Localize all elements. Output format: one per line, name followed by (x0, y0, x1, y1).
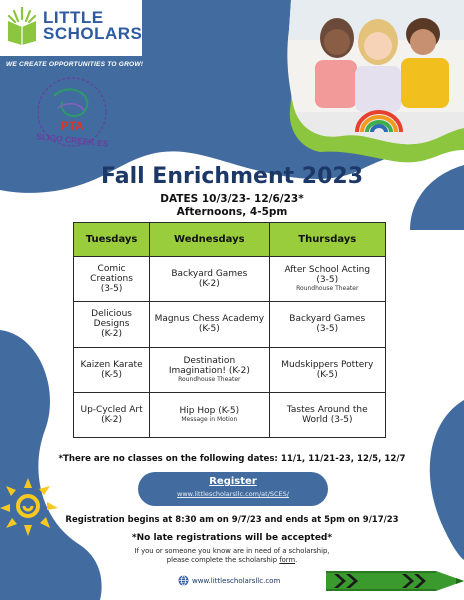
class-cell (269, 302, 385, 347)
sligo-creek-pta-logo (26, 72, 118, 164)
logo-line-1: LITTLE (43, 8, 104, 27)
class-name: Hip Hop (K-5) (179, 405, 240, 416)
table-row (74, 302, 386, 347)
class-grades: (K-2) (198, 279, 220, 290)
date-range: DATES 10/3/23- 12/6/23* (160, 193, 304, 205)
class-cell (150, 392, 269, 437)
class-cell (269, 347, 385, 392)
class-name: Delicious Designs (91, 309, 132, 330)
class-grades: (3-5) (100, 284, 123, 295)
pta-label: PTA (60, 119, 84, 133)
class-cell (74, 392, 150, 437)
logo-line-2: SCHOLARS (43, 24, 143, 43)
class-cell (269, 392, 385, 437)
class-name: Kaizen Karate (80, 359, 143, 370)
late-registration-notice: *No late registrations will be accepted* (131, 533, 333, 543)
pta-school-name: SLIGO CREEK ES (35, 131, 109, 149)
little-scholars-book-icon (4, 7, 40, 45)
scholarship-form-link[interactable]: form (279, 556, 296, 564)
class-name: Backyard Games (171, 269, 248, 280)
class-cell (150, 347, 269, 392)
scholarship-line-2 (0, 556, 464, 565)
register-label[interactable]: Register (209, 476, 257, 487)
schedule-header-row (74, 223, 386, 257)
footer-website-link[interactable]: www.littlescholarsllc.com (192, 577, 281, 585)
registration-dates: Registration begins at 8:30 am on 9/7/23 and ends at 5pm on 9/17/23 (65, 515, 399, 525)
class-name: Mudskippers Pottery (281, 359, 374, 370)
schedule-table (73, 222, 386, 438)
scholarship-note (0, 547, 464, 565)
class-name: Magnus Chess Academy (154, 314, 265, 325)
class-cell (150, 302, 269, 347)
class-location: Roundhouse Theater (178, 375, 241, 383)
tagline: WE CREATE OPPORTUNITIES TO GROW! (6, 61, 144, 68)
scholarship-line-2-text: please complete the scholarship (166, 556, 280, 564)
class-name: Up-Cycled Art (80, 404, 143, 415)
class-grades: (K-5) (101, 369, 123, 380)
globe-icon (178, 575, 189, 586)
crayon-icon (326, 568, 464, 594)
page-title: Fall Enrichment 2023 (100, 164, 364, 189)
sun-icon (0, 468, 60, 548)
class-cell (74, 257, 150, 302)
class-cell (74, 347, 150, 392)
class-name: After School Acting (284, 265, 371, 276)
class-name: Destination Imagination! (K-2) (168, 355, 250, 376)
program-dates (0, 193, 464, 219)
register-button[interactable] (138, 472, 328, 506)
column-header-tuesdays: Tuesdays (74, 223, 150, 257)
register-link[interactable]: www.littlescholarsllc.com/at/SCES/ (177, 490, 289, 498)
children-photo (283, 0, 464, 148)
scholarship-line-2-end: . (295, 556, 298, 564)
class-cell (150, 257, 269, 302)
time-range: Afternoons, 4-5pm (176, 206, 288, 218)
class-name: Backyard Games (289, 314, 366, 325)
class-grades: (3-5) (316, 324, 339, 335)
class-grades: (3-5) (316, 275, 339, 286)
class-grades: (K-5) (198, 324, 220, 335)
class-grades: (K-2) (101, 414, 123, 425)
scholarship-line-1: If you or someone you know are in need of a scholarship, (134, 547, 330, 555)
class-grades: (K-5) (316, 369, 338, 380)
class-location: Message in Motion (181, 415, 238, 423)
table-row (74, 392, 386, 437)
class-location: Roundhouse Theater (296, 285, 359, 293)
class-cell (269, 257, 385, 302)
class-grades: (K-2) (101, 329, 123, 340)
class-name: Comic Creations (90, 264, 133, 285)
table-row (74, 257, 386, 302)
table-row (74, 347, 386, 392)
column-header-thursdays: Thursdays (269, 223, 385, 257)
class-cell (74, 302, 150, 347)
column-header-wednesdays: Wednesdays (150, 223, 269, 257)
little-scholars-logo[interactable] (0, 0, 142, 56)
no-class-dates-notice: *There are no classes on the following dates: 11/1, 11/21-23, 12/5, 12/7 (58, 454, 406, 464)
class-name: Tastes Around the World (3-5) (286, 404, 368, 425)
